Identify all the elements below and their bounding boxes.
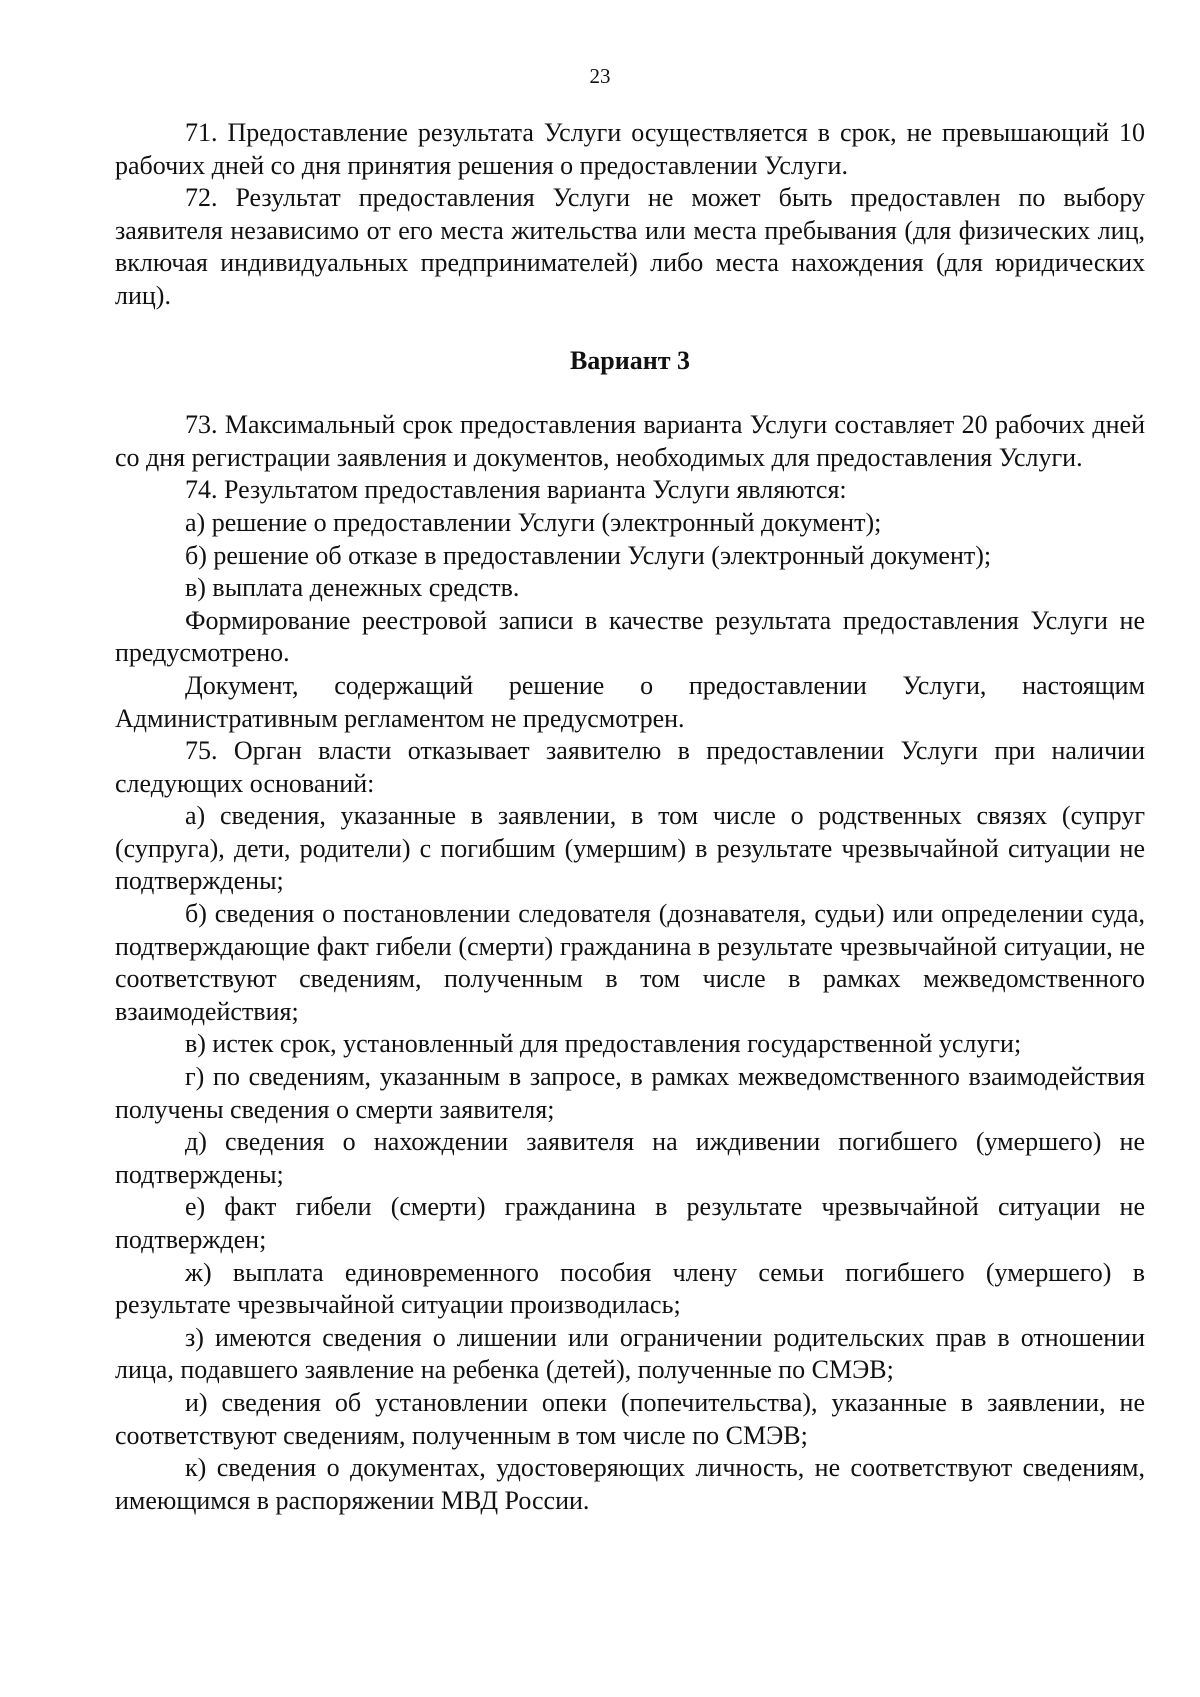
page-number: 23	[589, 64, 611, 88]
list-item-75-b: б) сведения о постановлении следователя (дознавателя, судьи) или определении суда, подтверждающие факт гибели (смерти) гражданина в результате чрезвычайной ситуации, не соответствуют сведениям, полученным в том числе в рамках межведомственного взаимодействия;	[115, 899, 1145, 1026]
list-item-75-zh: ж) выплата единовременного пособия члену семьи погибшего (умершего) в результате чрезвычайной ситуации производилась;	[115, 1257, 1145, 1320]
list-item-74-v: в) выплата денежных средств.	[185, 573, 520, 603]
paragraph-73: 73. Максимальный срок предоставления варианта Услуги составляет 20 рабочих дней со дня регистрации заявления и документов, необходимых для предоставления Услуги.	[115, 410, 1145, 472]
paragraph-registry-record: Формирование реестровой записи в качестве результата предоставления Услуги не предусмотрено.	[115, 605, 1145, 668]
list-item-75-z: з) имеются сведения о лишении или ограничении родительских прав в отношении лица, подавшего заявление на ребенка (детей), полученные по СМЭВ;	[115, 1322, 1145, 1385]
list-item-75-i: и) сведения об установлении опеки (попечительства), указанные в заявлении, не соответствуют сведениям, полученным в том числе по СМЭВ;	[115, 1387, 1145, 1450]
list-item-75-d: д) сведения о нахождении заявителя на иждивении погибшего (умершего) не подтверждены;	[115, 1127, 1145, 1189]
paragraph-75: 75. Орган власти отказывает заявителю в предоставлении Услуги при наличии следующих оснований:	[115, 736, 1145, 798]
list-item-75-k: к) сведения о документах, удостоверяющих личность, не соответствуют сведениям, имеющимся в распоряжении МВД России.	[115, 1453, 1145, 1515]
paragraph-decision-document: Документ, содержащий решение о предоставлении Услуги, настоящим Административным регламентом не предусмотрен.	[115, 670, 1145, 733]
list-item-75-a: а) сведения, указанные в заявлении, в том числе о родственных связях (супруг (супруга), дети, родители) с погибшим (умершим) в результате чрезвычайной ситуации не подтверждены;	[115, 801, 1145, 896]
paragraph-74: 74. Результатом предоставления варианта Услуги являются:	[185, 475, 847, 505]
list-item-75-g: г) по сведениям, указанным в запросе, в рамках межведомственного взаимодействия получены сведения о смерти заявителя;	[115, 1062, 1145, 1124]
list-item-75-v: в) истек срок, установленный для предоставления государственной услуги;	[185, 1029, 1022, 1059]
list-item-75-e: е) факт гибели (смерти) гражданина в результате чрезвычайной ситуации не подтвержден;	[115, 1192, 1145, 1254]
list-item-74-b: б) решение об отказе в предоставлении Услуги (электронный документ);	[185, 540, 992, 570]
document-body	[115, 117, 1145, 1517]
paragraph-71: 71. Предоставление результата Услуги осуществляется в срок, не превышающий 10 рабочих дней со дня принятия решения о предоставлении Услуги.	[115, 118, 1145, 180]
section-heading: Вариант 3	[569, 345, 691, 375]
list-item-74-a: а) решение о предоставлении Услуги (электронный документ);	[185, 507, 882, 537]
paragraph-72: 72. Результат предоставления Услуги не может быть предоставлен по выбору заявителя независимо от его места жительства или места пребывания (для физических лиц, включая индивидуальных предпринимателей) либо места нахождения (для юридических лиц).	[115, 183, 1145, 310]
